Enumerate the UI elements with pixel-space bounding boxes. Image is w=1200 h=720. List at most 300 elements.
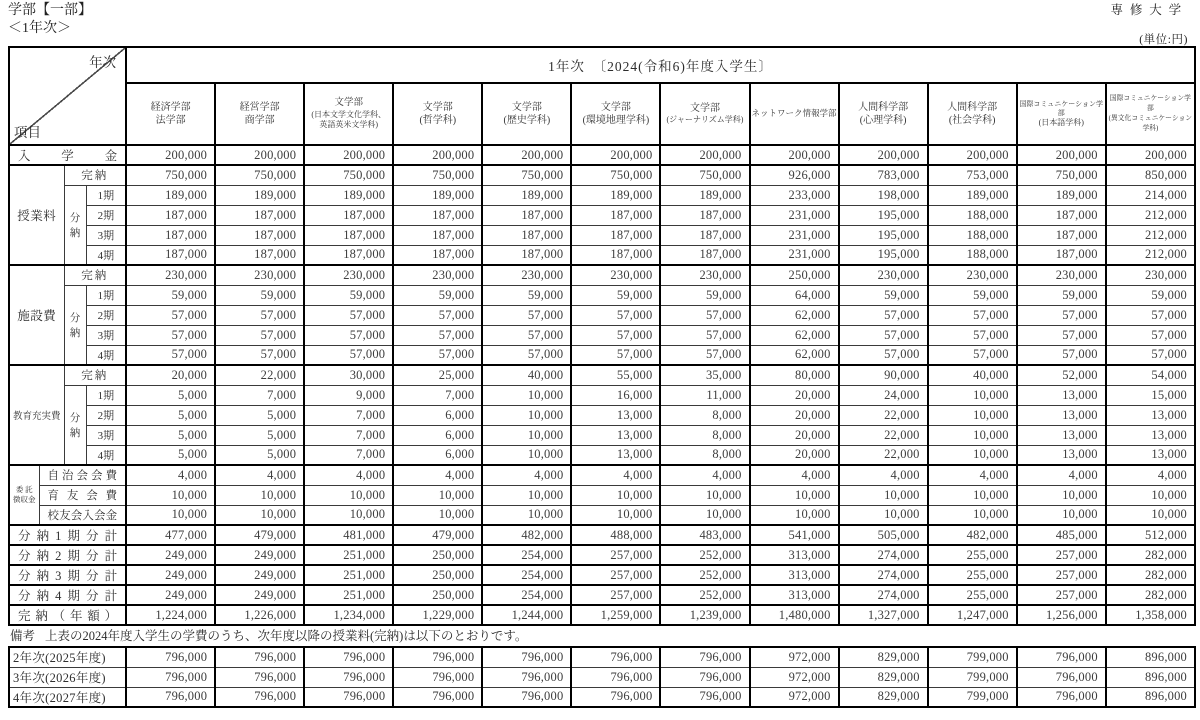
category-label: 教育充実費 xyxy=(9,365,64,465)
fee-cell: 10,000 xyxy=(393,505,482,525)
fee-cell: 896,000 xyxy=(1106,687,1195,707)
fee-cell: 57,000 xyxy=(839,305,928,325)
table-row xyxy=(9,445,1195,465)
fee-cell: 485,000 xyxy=(1017,525,1106,545)
table-row xyxy=(9,505,1195,525)
fee-cell: 488,000 xyxy=(571,525,660,545)
fee-cell: 541,000 xyxy=(750,525,839,545)
fee-cell: 188,000 xyxy=(928,225,1017,245)
row-label: 入学金 xyxy=(9,145,126,165)
fee-cell: 512,000 xyxy=(1106,525,1195,545)
fee-cell: 6,000 xyxy=(393,425,482,445)
fee-cell: 57,000 xyxy=(215,305,304,325)
fee-cell: 59,000 xyxy=(660,285,749,305)
fee-cell: 4,000 xyxy=(660,465,749,485)
fee-cell: 212,000 xyxy=(1106,225,1195,245)
fee-cell: 187,000 xyxy=(571,205,660,225)
installment-label: 分納 xyxy=(64,385,86,465)
fee-cell: 200,000 xyxy=(928,145,1017,165)
fee-cell: 254,000 xyxy=(482,545,571,565)
fee-cell: 230,000 xyxy=(839,265,928,285)
fee-cell: 249,000 xyxy=(126,585,215,605)
fee-cell: 230,000 xyxy=(1106,265,1195,285)
installment-label: 分納 xyxy=(64,185,86,265)
fee-cell: 1,239,000 xyxy=(660,605,749,625)
dept-header-col8: ネットワーク情報学部 xyxy=(750,83,839,145)
fee-cell: 57,000 xyxy=(1017,325,1106,345)
fee-cell: 10,000 xyxy=(660,485,749,505)
fee-cell: 187,000 xyxy=(571,225,660,245)
fee-cell: 57,000 xyxy=(304,305,393,325)
fee-cell: 187,000 xyxy=(393,205,482,225)
fee-cell: 8,000 xyxy=(660,445,749,465)
fee-cell: 257,000 xyxy=(571,545,660,565)
fee-cell: 59,000 xyxy=(1017,285,1106,305)
fee-cell: 796,000 xyxy=(1017,687,1106,707)
fee-cell: 10,000 xyxy=(571,505,660,525)
unit-note: (単位:円) xyxy=(1139,34,1188,46)
fee-cell: 13,000 xyxy=(571,405,660,425)
fee-cell: 257,000 xyxy=(1017,545,1106,565)
period-label: 2期 xyxy=(86,405,126,425)
period-label: 2期 xyxy=(86,305,126,325)
fee-cell: 249,000 xyxy=(126,565,215,585)
fee-cell: 10,000 xyxy=(482,485,571,505)
fee-cell: 59,000 xyxy=(304,285,393,305)
fee-cell: 230,000 xyxy=(126,265,215,285)
fee-cell: 59,000 xyxy=(571,285,660,305)
fee-cell: 10,000 xyxy=(750,485,839,505)
fee-cell: 57,000 xyxy=(215,345,304,365)
fee-cell: 10,000 xyxy=(304,485,393,505)
fee-cell: 926,000 xyxy=(750,165,839,185)
fee-cell: 187,000 xyxy=(571,245,660,265)
fee-cell: 195,000 xyxy=(839,245,928,265)
fee-cell: 257,000 xyxy=(1017,565,1106,585)
remarks-line xyxy=(10,627,1196,645)
fee-cell: 10,000 xyxy=(482,425,571,445)
period-label: 4期 xyxy=(86,245,126,265)
fee-cell: 189,000 xyxy=(660,185,749,205)
fee-cell: 57,000 xyxy=(126,325,215,345)
fee-cell: 187,000 xyxy=(660,245,749,265)
fee-cell: 799,000 xyxy=(928,647,1017,667)
fee-cell: 7,000 xyxy=(304,445,393,465)
fee-cell: 4,000 xyxy=(126,465,215,485)
fee-cell: 187,000 xyxy=(304,225,393,245)
fee-cell: 230,000 xyxy=(660,265,749,285)
fee-cell: 20,000 xyxy=(750,425,839,445)
payment-full-label: 完納 xyxy=(64,265,126,285)
fee-cell: 57,000 xyxy=(482,305,571,325)
fee-cell: 189,000 xyxy=(215,185,304,205)
fee-cell: 57,000 xyxy=(839,325,928,345)
fee-cell: 796,000 xyxy=(215,667,304,687)
fee-cell: 187,000 xyxy=(215,225,304,245)
fee-cell: 57,000 xyxy=(126,345,215,365)
table-header-row-1 xyxy=(9,47,1195,83)
fee-cell: 796,000 xyxy=(304,667,393,687)
fee-cell: 59,000 xyxy=(928,285,1017,305)
fee-cell: 274,000 xyxy=(839,585,928,605)
fee-cell: 796,000 xyxy=(660,687,749,707)
main-fee-table xyxy=(8,46,1196,626)
fee-cell: 4,000 xyxy=(1017,465,1106,485)
fee-cell: 1,247,000 xyxy=(928,605,1017,625)
table-row xyxy=(9,405,1195,425)
dept-header-col2: 経営学部 商学部 xyxy=(215,83,304,145)
fee-cell: 57,000 xyxy=(1017,305,1106,325)
fee-cell: 7,000 xyxy=(304,425,393,445)
fee-cell: 313,000 xyxy=(750,545,839,565)
page-header xyxy=(8,2,1196,46)
fee-cell: 52,000 xyxy=(1017,365,1106,385)
dept-header-col7: 文学部 (ジャーナリズム学科) xyxy=(660,83,749,145)
fee-cell: 274,000 xyxy=(839,565,928,585)
fee-cell: 10,000 xyxy=(1017,485,1106,505)
fee-cell: 230,000 xyxy=(928,265,1017,285)
fee-cell: 10,000 xyxy=(126,485,215,505)
period-label: 1期 xyxy=(86,185,126,205)
category-label: 授業料 xyxy=(9,165,64,265)
fee-cell: 57,000 xyxy=(1106,325,1195,345)
fee-cell: 233,000 xyxy=(750,185,839,205)
fee-cell: 200,000 xyxy=(750,145,839,165)
fee-cell: 479,000 xyxy=(393,525,482,545)
fee-cell: 8,000 xyxy=(660,425,749,445)
fee-cell: 59,000 xyxy=(126,285,215,305)
period-label: 1期 xyxy=(86,285,126,305)
table-row xyxy=(9,585,1195,605)
fee-cell: 896,000 xyxy=(1106,667,1195,687)
fee-cell: 187,000 xyxy=(126,245,215,265)
fee-cell: 57,000 xyxy=(839,345,928,365)
fee-cell: 796,000 xyxy=(660,667,749,687)
fee-cell: 750,000 xyxy=(1017,165,1106,185)
fee-cell: 10,000 xyxy=(1106,485,1195,505)
fee-cell: 57,000 xyxy=(482,345,571,365)
fee-cell: 11,000 xyxy=(660,385,749,405)
fee-cell: 799,000 xyxy=(928,667,1017,687)
year-row-label: 3年次(2026年度) xyxy=(9,667,126,687)
fee-cell: 22,000 xyxy=(839,425,928,445)
fee-cell: 57,000 xyxy=(660,345,749,365)
fee-cell: 200,000 xyxy=(1017,145,1106,165)
corner-label-item: 項目 xyxy=(14,125,41,140)
fee-cell: 7,000 xyxy=(304,405,393,425)
fee-cell: 796,000 xyxy=(215,687,304,707)
fee-cell: 13,000 xyxy=(1017,405,1106,425)
fee-cell: 59,000 xyxy=(215,285,304,305)
fee-cell: 187,000 xyxy=(1017,205,1106,225)
fee-cell: 4,000 xyxy=(304,465,393,485)
table-row xyxy=(9,565,1195,585)
fee-cell: 10,000 xyxy=(839,485,928,505)
fee-cell: 796,000 xyxy=(215,647,304,667)
fee-cell: 57,000 xyxy=(660,305,749,325)
row-label: 分納1期分計 xyxy=(9,525,126,545)
fee-cell: 5,000 xyxy=(126,385,215,405)
fee-cell: 20,000 xyxy=(750,385,839,405)
fee-cell: 10,000 xyxy=(482,445,571,465)
fee-cell: 479,000 xyxy=(215,525,304,545)
fee-cell: 200,000 xyxy=(215,145,304,165)
table-row xyxy=(9,647,1195,667)
fee-cell: 255,000 xyxy=(928,565,1017,585)
fee-cell: 187,000 xyxy=(304,245,393,265)
fee-cell: 200,000 xyxy=(660,145,749,165)
fee-cell: 189,000 xyxy=(482,185,571,205)
fee-cell: 189,000 xyxy=(304,185,393,205)
fee-cell: 481,000 xyxy=(304,525,393,545)
fee-cell: 187,000 xyxy=(393,245,482,265)
fee-cell: 57,000 xyxy=(928,345,1017,365)
fee-cell: 10,000 xyxy=(482,505,571,525)
fee-cell: 1,229,000 xyxy=(393,605,482,625)
fee-cell: 30,000 xyxy=(304,365,393,385)
fee-cell: 10,000 xyxy=(126,505,215,525)
fee-cell: 5,000 xyxy=(126,445,215,465)
fee-cell: 231,000 xyxy=(750,225,839,245)
fee-cell: 13,000 xyxy=(1106,425,1195,445)
fee-cell: 796,000 xyxy=(571,667,660,687)
dept-header-col6: 文学部 (環境地理学科) xyxy=(571,83,660,145)
payment-full-label: 完納 xyxy=(64,365,126,385)
table-row xyxy=(9,165,1195,185)
fee-cell: 231,000 xyxy=(750,205,839,225)
fee-cell: 796,000 xyxy=(660,647,749,667)
fee-cell: 13,000 xyxy=(571,425,660,445)
fee-cell: 796,000 xyxy=(126,647,215,667)
fee-cell: 796,000 xyxy=(393,647,482,667)
fee-cell: 10,000 xyxy=(660,505,749,525)
section-titles xyxy=(8,2,92,38)
fee-cell: 10,000 xyxy=(215,505,304,525)
fee-cell: 189,000 xyxy=(571,185,660,205)
fee-cell: 10,000 xyxy=(928,385,1017,405)
fee-cell: 6,000 xyxy=(393,405,482,425)
fee-cell: 796,000 xyxy=(571,647,660,667)
dept-header-col1: 経済学部 法学部 xyxy=(126,83,215,145)
fee-cell: 10,000 xyxy=(304,505,393,525)
period-label: 3期 xyxy=(86,325,126,345)
dept-header-col12: 国際コミュニケーション学部 (異文化コミュニケーション学科) xyxy=(1106,83,1195,145)
installment-label: 分納 xyxy=(64,285,86,365)
fee-cell: 5,000 xyxy=(215,445,304,465)
fee-cell: 1,327,000 xyxy=(839,605,928,625)
fee-cell: 10,000 xyxy=(839,505,928,525)
fee-cell: 4,000 xyxy=(482,465,571,485)
table-row xyxy=(9,545,1195,565)
fee-cell: 5,000 xyxy=(126,405,215,425)
fee-cell: 750,000 xyxy=(126,165,215,185)
department-header-row xyxy=(9,83,1195,145)
table-row xyxy=(9,205,1195,225)
fee-cell: 57,000 xyxy=(126,305,215,325)
fee-cell: 200,000 xyxy=(126,145,215,165)
fee-cell: 195,000 xyxy=(839,205,928,225)
table-row xyxy=(9,385,1195,405)
row-label: 分納3期分計 xyxy=(9,565,126,585)
fee-cell: 57,000 xyxy=(928,305,1017,325)
fee-cell: 10,000 xyxy=(482,385,571,405)
year-row-label: 4年次(2027年度) xyxy=(9,687,126,707)
fee-cell: 783,000 xyxy=(839,165,928,185)
fee-cell: 10,000 xyxy=(928,445,1017,465)
fee-cell: 10,000 xyxy=(928,485,1017,505)
dept-header-col9: 人間科学部 (心理学科) xyxy=(839,83,928,145)
row-label: 分納4期分計 xyxy=(9,585,126,605)
fee-cell: 1,226,000 xyxy=(215,605,304,625)
fee-cell: 20,000 xyxy=(750,405,839,425)
corner-cell xyxy=(9,47,126,145)
fee-cell: 750,000 xyxy=(571,165,660,185)
fee-cell: 850,000 xyxy=(1106,165,1195,185)
fee-cell: 13,000 xyxy=(1106,405,1195,425)
fee-cell: 189,000 xyxy=(928,185,1017,205)
fee-cell: 313,000 xyxy=(750,585,839,605)
fee-cell: 214,000 xyxy=(1106,185,1195,205)
fee-cell: 250,000 xyxy=(393,545,482,565)
dept-header-col10: 人間科学部 (社会学科) xyxy=(928,83,1017,145)
fee-cell: 753,000 xyxy=(928,165,1017,185)
fee-cell: 55,000 xyxy=(571,365,660,385)
fee-cell: 796,000 xyxy=(393,687,482,707)
fee-cell: 57,000 xyxy=(571,345,660,365)
document-meta xyxy=(1110,2,1196,47)
fee-cell: 57,000 xyxy=(571,325,660,345)
row-label: 分納2期分計 xyxy=(9,545,126,565)
fee-cell: 251,000 xyxy=(304,585,393,605)
fee-cell: 796,000 xyxy=(126,687,215,707)
fee-cell: 64,000 xyxy=(750,285,839,305)
fee-cell: 4,000 xyxy=(215,465,304,485)
fee-cell: 187,000 xyxy=(215,245,304,265)
fee-cell: 7,000 xyxy=(393,385,482,405)
fee-cell: 796,000 xyxy=(304,687,393,707)
fee-cell: 57,000 xyxy=(393,325,482,345)
fee-cell: 796,000 xyxy=(393,667,482,687)
table-row xyxy=(9,345,1195,365)
fee-cell: 257,000 xyxy=(571,565,660,585)
fee-cell: 482,000 xyxy=(928,525,1017,545)
fee-cell: 189,000 xyxy=(126,185,215,205)
fee-cell: 252,000 xyxy=(660,545,749,565)
period-label: 3期 xyxy=(86,225,126,245)
fee-cell: 10,000 xyxy=(928,425,1017,445)
fee-cell: 187,000 xyxy=(482,245,571,265)
fee-cell: 22,000 xyxy=(839,445,928,465)
fee-cell: 10,000 xyxy=(393,485,482,505)
fee-cell: 477,000 xyxy=(126,525,215,545)
fee-cell: 250,000 xyxy=(393,565,482,585)
fee-cell: 483,000 xyxy=(660,525,749,545)
year-row-label: 2年次(2025年度) xyxy=(9,647,126,667)
fee-cell: 972,000 xyxy=(750,647,839,667)
fee-cell: 62,000 xyxy=(750,305,839,325)
fee-cell: 230,000 xyxy=(1017,265,1106,285)
fee-cell: 40,000 xyxy=(482,365,571,385)
category-label: 施設費 xyxy=(9,265,64,365)
fee-cell: 10,000 xyxy=(928,505,1017,525)
fee-cell: 59,000 xyxy=(1106,285,1195,305)
fee-cell: 282,000 xyxy=(1106,565,1195,585)
table-row xyxy=(9,365,1195,385)
fee-cell: 799,000 xyxy=(928,687,1017,707)
fee-cell: 90,000 xyxy=(839,365,928,385)
fee-cell: 188,000 xyxy=(928,245,1017,265)
fee-cell: 6,000 xyxy=(393,445,482,465)
fee-cell: 274,000 xyxy=(839,545,928,565)
dept-header-col3: 文学部 (日本文学文化学科、 英語英米文学科) xyxy=(304,83,393,145)
remarks-text: 上表の2024年度入学生の学費のうち、次年度以降の授業料(完納)は以下のとおりです。 xyxy=(45,629,528,643)
fee-cell: 189,000 xyxy=(393,185,482,205)
fee-cell: 10,000 xyxy=(1106,505,1195,525)
fee-cell: 4,000 xyxy=(393,465,482,485)
fee-cell: 10,000 xyxy=(215,485,304,505)
fee-cell: 750,000 xyxy=(482,165,571,185)
category-label: 委 託 徴収金 xyxy=(9,465,39,525)
fee-cell: 57,000 xyxy=(571,305,660,325)
fee-cell: 250,000 xyxy=(750,265,839,285)
fee-cell: 1,480,000 xyxy=(750,605,839,625)
fee-cell: 230,000 xyxy=(304,265,393,285)
fee-cell: 187,000 xyxy=(660,205,749,225)
remarks-label: 備考 xyxy=(10,629,36,643)
fee-cell: 189,000 xyxy=(1017,185,1106,205)
fee-cell: 57,000 xyxy=(928,325,1017,345)
table-row xyxy=(9,265,1195,285)
fee-cell: 187,000 xyxy=(1017,245,1106,265)
payment-full-label: 完納 xyxy=(64,165,126,185)
fee-cell: 896,000 xyxy=(1106,647,1195,667)
corner-label-year: 年次 xyxy=(89,55,117,70)
year-header: 1年次 〔2024(令和6)年度入学生〕 xyxy=(126,47,1195,83)
fee-cell: 200,000 xyxy=(1106,145,1195,165)
fee-cell: 57,000 xyxy=(304,325,393,345)
fee-cell: 25,000 xyxy=(393,365,482,385)
fee-cell: 282,000 xyxy=(1106,585,1195,605)
fee-cell: 59,000 xyxy=(482,285,571,305)
fee-cell: 750,000 xyxy=(215,165,304,185)
fee-cell: 200,000 xyxy=(304,145,393,165)
fee-cell: 482,000 xyxy=(482,525,571,545)
fee-cell: 200,000 xyxy=(571,145,660,165)
fee-cell: 1,256,000 xyxy=(1017,605,1106,625)
period-label: 4期 xyxy=(86,445,126,465)
fee-cell: 231,000 xyxy=(750,245,839,265)
period-label: 3期 xyxy=(86,425,126,445)
fee-cell: 796,000 xyxy=(126,667,215,687)
fee-cell: 796,000 xyxy=(482,687,571,707)
fee-cell: 796,000 xyxy=(571,687,660,707)
fee-cell: 13,000 xyxy=(1017,425,1106,445)
fee-cell: 250,000 xyxy=(393,585,482,605)
table-row xyxy=(9,525,1195,545)
fee-cell: 10,000 xyxy=(571,485,660,505)
fee-cell: 24,000 xyxy=(839,385,928,405)
fee-cell: 972,000 xyxy=(750,687,839,707)
table-row xyxy=(9,485,1195,505)
fee-cell: 10,000 xyxy=(482,405,571,425)
fee-cell: 750,000 xyxy=(304,165,393,185)
fee-cell: 254,000 xyxy=(482,565,571,585)
row-label: 校友会入会金 xyxy=(39,505,126,525)
fee-cell: 212,000 xyxy=(1106,245,1195,265)
fee-cell: 35,000 xyxy=(660,365,749,385)
row-label: 完納（年額） xyxy=(9,605,126,625)
fee-cell: 57,000 xyxy=(393,305,482,325)
